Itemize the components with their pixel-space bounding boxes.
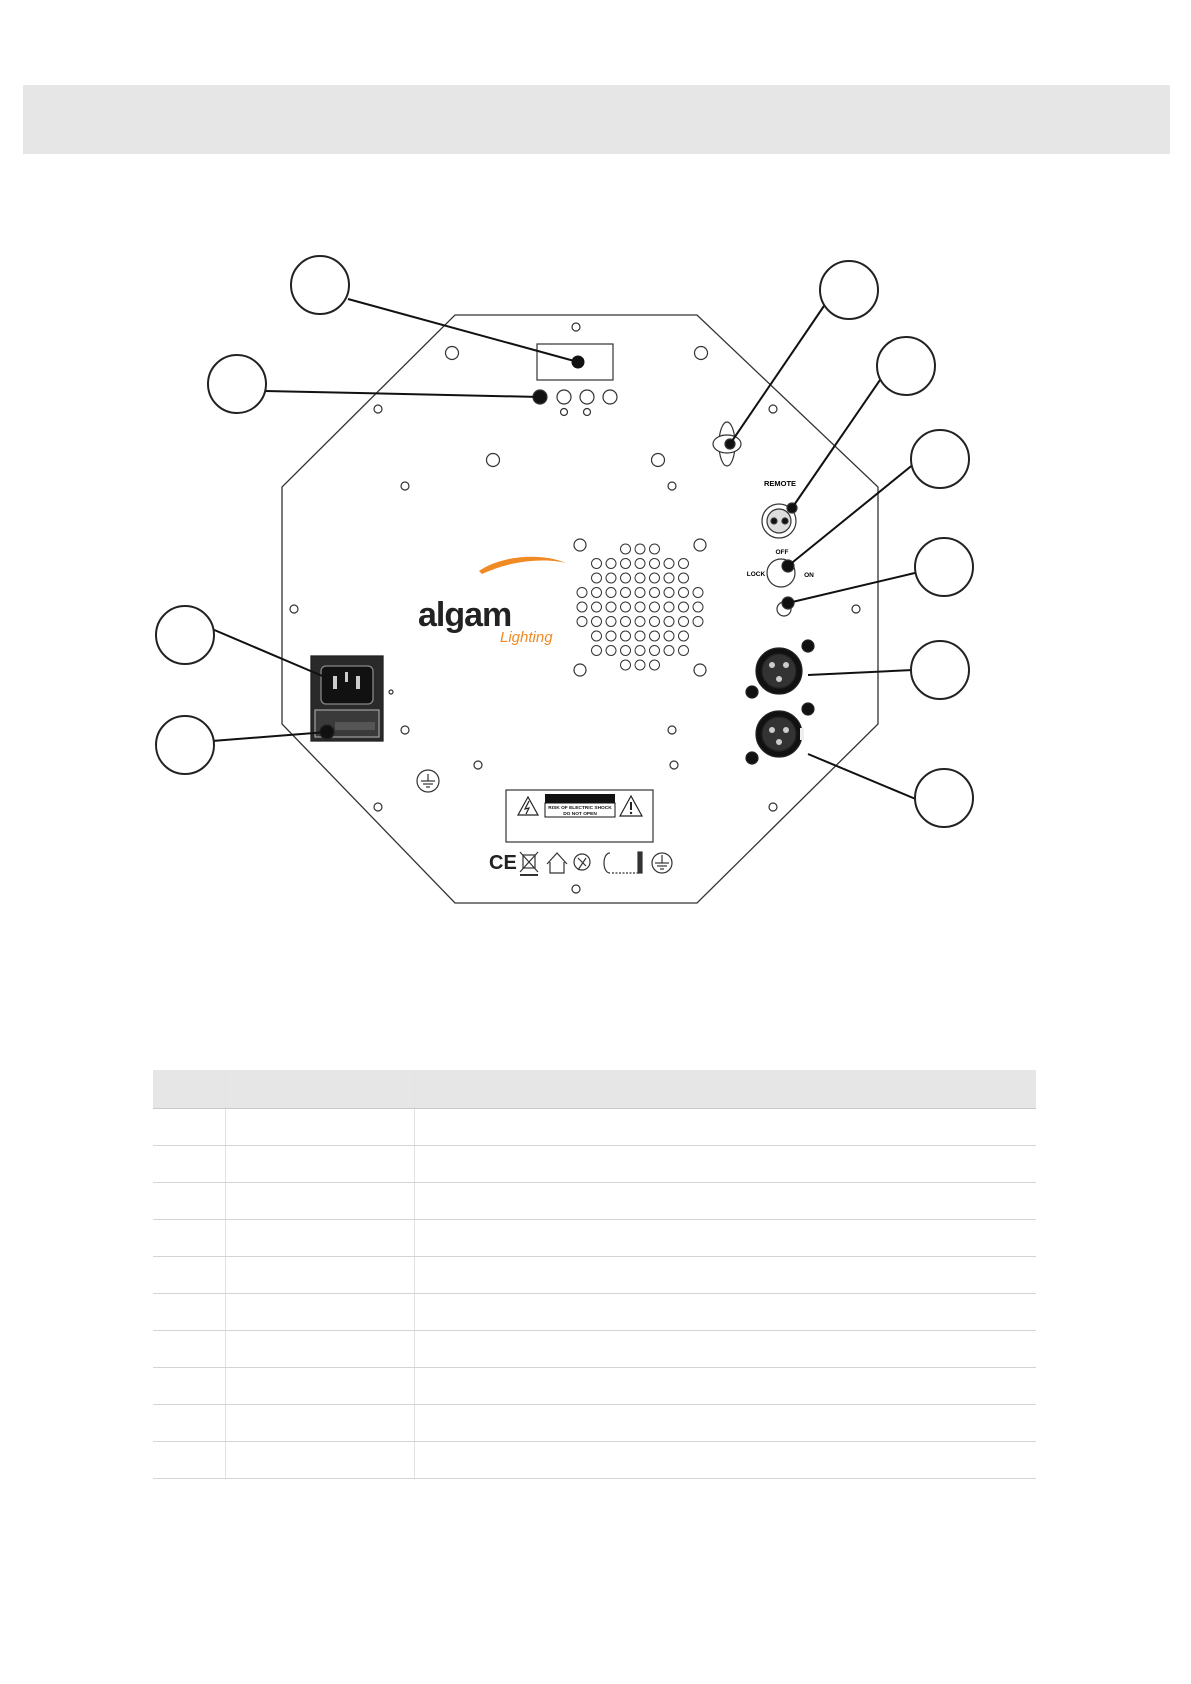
table-row bbox=[153, 1330, 1036, 1367]
grille-hole bbox=[592, 617, 602, 627]
grille-hole bbox=[679, 573, 689, 583]
legend-table bbox=[153, 1070, 1036, 1479]
row-name bbox=[225, 1219, 414, 1256]
row-description bbox=[414, 1367, 1036, 1404]
header-number bbox=[153, 1070, 225, 1108]
brand-sub: Lighting bbox=[500, 629, 553, 646]
grille-hole bbox=[664, 573, 674, 583]
row-number bbox=[153, 1441, 225, 1478]
grille-hole bbox=[664, 559, 674, 569]
grille-hole bbox=[679, 588, 689, 598]
grille-hole bbox=[606, 602, 616, 612]
grille-hole bbox=[606, 559, 616, 569]
grille-hole bbox=[679, 617, 689, 627]
row-description bbox=[414, 1330, 1036, 1367]
table-row bbox=[153, 1404, 1036, 1441]
row-description bbox=[414, 1293, 1036, 1330]
grille-hole bbox=[650, 544, 660, 554]
off-label: OFF bbox=[775, 549, 789, 556]
row-number bbox=[153, 1404, 225, 1441]
grille-hole bbox=[650, 559, 660, 569]
grille-hole bbox=[606, 631, 616, 641]
grille-hole bbox=[693, 602, 703, 612]
grille-hole bbox=[621, 646, 631, 656]
on-label: ON bbox=[804, 572, 814, 579]
row-name bbox=[225, 1256, 414, 1293]
grille-hole bbox=[577, 588, 587, 598]
grille-hole bbox=[664, 646, 674, 656]
grille-hole bbox=[650, 646, 660, 656]
row-name bbox=[225, 1330, 414, 1367]
header-name bbox=[225, 1070, 414, 1108]
remote-label: REMOTE bbox=[763, 479, 797, 488]
row-description bbox=[414, 1182, 1036, 1219]
table-row bbox=[153, 1293, 1036, 1330]
grille-hole bbox=[577, 617, 587, 627]
row-description bbox=[414, 1219, 1036, 1256]
row-name bbox=[225, 1145, 414, 1182]
grille-hole bbox=[664, 602, 674, 612]
grille-hole bbox=[693, 588, 703, 598]
row-number bbox=[153, 1108, 225, 1145]
grille-hole bbox=[693, 617, 703, 627]
grille-hole bbox=[592, 559, 602, 569]
grille-hole bbox=[621, 573, 631, 583]
grille-hole bbox=[635, 602, 645, 612]
warning-line1: RISK OF ELECTRIC SHOCK bbox=[548, 806, 612, 811]
grille-hole bbox=[635, 631, 645, 641]
grille-hole bbox=[635, 573, 645, 583]
row-name bbox=[225, 1367, 414, 1404]
row-number bbox=[153, 1293, 225, 1330]
warning-line2: DO NOT OPEN bbox=[563, 812, 597, 817]
header-description bbox=[414, 1070, 1036, 1108]
warning-label bbox=[506, 790, 653, 842]
callout-2 bbox=[208, 355, 266, 413]
callout-6 bbox=[915, 538, 973, 596]
grille-hole bbox=[621, 617, 631, 627]
grille-hole bbox=[679, 646, 689, 656]
table-row bbox=[153, 1367, 1036, 1404]
grille-hole bbox=[635, 660, 645, 670]
speaker-grille bbox=[577, 544, 703, 670]
grille-hole bbox=[650, 602, 660, 612]
grille-hole bbox=[621, 631, 631, 641]
row-name bbox=[225, 1108, 414, 1145]
grille-hole bbox=[577, 602, 587, 612]
grille-hole bbox=[606, 588, 616, 598]
callout-8 bbox=[156, 606, 214, 664]
grille-hole bbox=[621, 559, 631, 569]
grille-hole bbox=[606, 617, 616, 627]
table-row bbox=[153, 1145, 1036, 1182]
callout-4 bbox=[877, 337, 935, 395]
grille-hole bbox=[606, 573, 616, 583]
grille-hole bbox=[592, 588, 602, 598]
grille-hole bbox=[650, 631, 660, 641]
remote-connector-icon bbox=[762, 503, 797, 538]
row-name bbox=[225, 1441, 414, 1478]
grille-hole bbox=[635, 617, 645, 627]
grille-hole bbox=[635, 544, 645, 554]
row-description bbox=[414, 1441, 1036, 1478]
grille-hole bbox=[592, 646, 602, 656]
grille-hole bbox=[621, 588, 631, 598]
callout-9 bbox=[156, 716, 214, 774]
callout-7 bbox=[911, 641, 969, 699]
callout-1 bbox=[291, 256, 349, 314]
grille-hole bbox=[679, 559, 689, 569]
grille-hole bbox=[606, 646, 616, 656]
table-row bbox=[153, 1108, 1036, 1145]
table-row bbox=[153, 1219, 1036, 1256]
grille-hole bbox=[635, 559, 645, 569]
grille-hole bbox=[592, 631, 602, 641]
table-row bbox=[153, 1256, 1036, 1293]
row-name bbox=[225, 1404, 414, 1441]
grille-hole bbox=[592, 602, 602, 612]
row-description bbox=[414, 1404, 1036, 1441]
grille-hole bbox=[592, 573, 602, 583]
ground-symbol-icon bbox=[417, 770, 439, 792]
legend-header-row bbox=[153, 1070, 1036, 1108]
grille-hole bbox=[635, 646, 645, 656]
callout-5 bbox=[911, 430, 969, 488]
lock-label: LOCK bbox=[746, 571, 766, 578]
row-number bbox=[153, 1330, 225, 1367]
grille-hole bbox=[621, 660, 631, 670]
grille-hole bbox=[650, 573, 660, 583]
grille-hole bbox=[635, 588, 645, 598]
grille-hole bbox=[650, 588, 660, 598]
table-row bbox=[153, 1182, 1036, 1219]
grille-hole bbox=[650, 660, 660, 670]
grille-hole bbox=[664, 631, 674, 641]
callout-10 bbox=[915, 769, 973, 827]
grille-hole bbox=[664, 617, 674, 627]
row-number bbox=[153, 1182, 225, 1219]
grille-hole bbox=[679, 602, 689, 612]
row-description bbox=[414, 1256, 1036, 1293]
row-number bbox=[153, 1256, 225, 1293]
brand-name: algam bbox=[418, 596, 512, 634]
callout-3 bbox=[820, 261, 878, 319]
grille-hole bbox=[621, 602, 631, 612]
grille-hole bbox=[621, 544, 631, 554]
row-name bbox=[225, 1293, 414, 1330]
grille-hole bbox=[664, 588, 674, 598]
row-description bbox=[414, 1108, 1036, 1145]
grille-hole bbox=[650, 617, 660, 627]
ce-mark-icon: CE bbox=[489, 852, 517, 874]
power-inlet bbox=[311, 656, 383, 741]
row-number bbox=[153, 1145, 225, 1182]
row-number bbox=[153, 1219, 225, 1256]
table-row bbox=[153, 1441, 1036, 1478]
row-description bbox=[414, 1145, 1036, 1182]
grille-hole bbox=[679, 631, 689, 641]
row-name bbox=[225, 1182, 414, 1219]
row-number bbox=[153, 1367, 225, 1404]
